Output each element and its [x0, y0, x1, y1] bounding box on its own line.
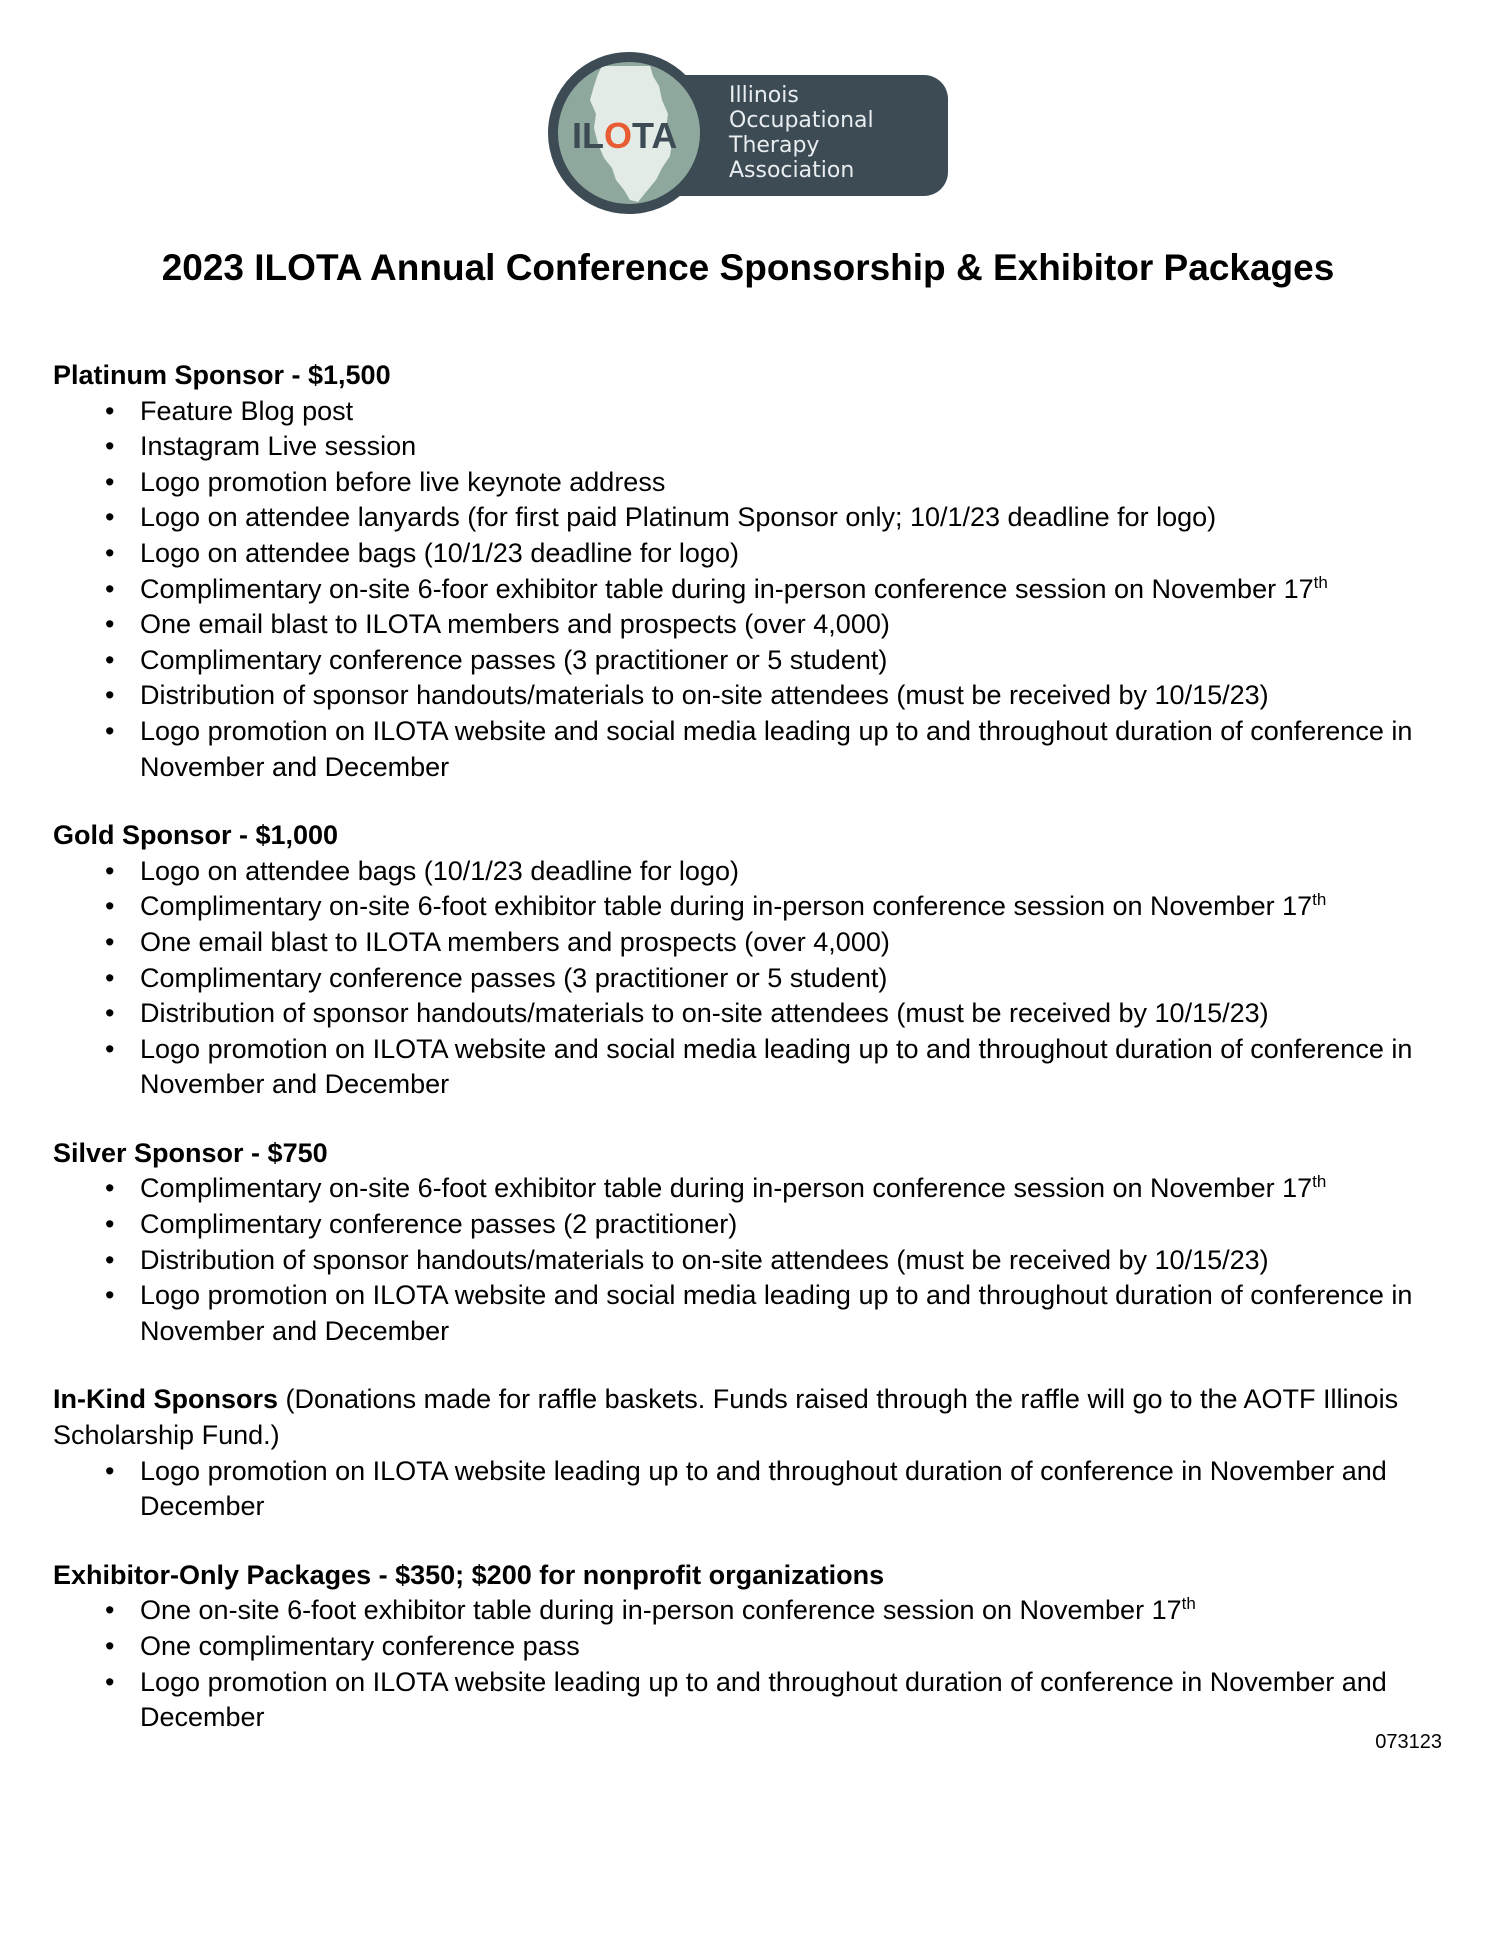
package-heading: Silver Sponsor - $750 — [53, 1137, 328, 1168]
package-heading: In-Kind Sponsors — [53, 1384, 278, 1415]
package-heading-note: (Donations made for raffle baskets. Funds raised through the raffle will go to the AOTF Illinois Scholarship Fund.) — [53, 1384, 1399, 1451]
benefit-item — [53, 465, 1440, 501]
benefit-text: Distribution of sponsor handouts/materials to on-site attendees (must be received by 10/15/23) — [140, 998, 1269, 1029]
benefit-text: Complimentary conference passes (3 practitioner or 5 student) — [140, 962, 888, 993]
benefit-text: Logo on attendee bags (10/1/23 deadline for logo) — [140, 537, 739, 568]
logo-name-line: Occupational — [729, 108, 874, 133]
benefit-item — [53, 1278, 1440, 1349]
package-heading: Platinum Sponsor - $1,500 — [53, 360, 391, 390]
benefit-item — [53, 500, 1440, 536]
benefit-text: One email blast to ILOTA members and prospects (over 4,000) — [140, 926, 890, 957]
benefit-item — [53, 394, 1440, 430]
benefit-item — [53, 1207, 1440, 1243]
benefit-text: Complimentary on-site 6-foot exhibitor table during in-person conference session on November 17 — [140, 1173, 1313, 1204]
benefit-text: Logo promotion on ILOTA website leading up to and throughout duration of conference in November and December — [140, 1455, 1387, 1522]
benefit-item — [53, 854, 1440, 890]
benefit-text: Logo promotion before live keynote address — [140, 466, 666, 497]
logo-badge — [548, 52, 710, 214]
page-title: 2023 ILOTA Annual Conference Sponsorship & Exhibitor Packages — [161, 247, 1335, 288]
benefit-item — [53, 1454, 1440, 1525]
benefit-text: Logo on attendee lanyards (for first paid Platinum Sponsor only; 10/1/23 deadline for logo) — [140, 502, 1217, 533]
benefit-item — [53, 1171, 1440, 1207]
benefit-text: One complimentary conference pass — [140, 1631, 580, 1661]
benefit-item — [53, 1665, 1440, 1736]
package-heading-line — [53, 1558, 1453, 1594]
logo-name-line: Association — [729, 158, 855, 183]
benefit-item — [53, 714, 1440, 785]
ordinal-suffix: th — [1313, 572, 1328, 592]
sponsorship-packages — [53, 358, 1453, 1769]
logo-name-line: Therapy — [729, 133, 820, 158]
package-heading-line — [53, 1136, 1453, 1172]
package-heading: Gold Sponsor - $1,000 — [53, 820, 339, 851]
package-heading-line — [53, 1382, 1453, 1453]
benefit-text: Complimentary on-site 6-foor exhibitor table during in-person conference session on November 17 — [140, 573, 1314, 604]
benefit-list — [53, 1171, 1453, 1349]
logo-name-line: Illinois — [729, 83, 799, 108]
benefit-item — [53, 1593, 1440, 1629]
benefit-item — [53, 536, 1440, 572]
benefit-text: Complimentary conference passes (2 practitioner) — [140, 1209, 738, 1240]
logo-badge-inner — [558, 62, 700, 204]
benefit-text: One email blast to ILOTA members and prospects (over 4,000) — [140, 609, 890, 640]
benefit-item — [53, 1032, 1440, 1103]
benefit-item — [53, 1629, 1440, 1665]
logo-acronym: ILOTA — [572, 115, 678, 156]
benefit-item — [53, 607, 1440, 643]
benefit-text: Logo promotion on ILOTA website and social media leading up to and throughout duration of conference in November and December — [140, 715, 1413, 782]
benefit-item — [53, 572, 1440, 608]
ilota-logo — [548, 52, 948, 214]
package-heading-line — [53, 358, 1453, 394]
benefit-list — [53, 854, 1453, 1103]
benefit-text: Logo on attendee bags (10/1/23 deadline for logo) — [140, 855, 739, 886]
document-code: 073123 — [1375, 1731, 1442, 1753]
benefit-text: Logo promotion on ILOTA website leading up to and throughout duration of conference in November and December — [140, 1666, 1387, 1733]
benefit-item — [53, 643, 1440, 679]
benefit-item — [53, 925, 1440, 961]
benefit-text: Complimentary conference passes (3 practitioner or 5 student) — [140, 644, 888, 675]
benefit-list — [53, 1593, 1453, 1735]
ordinal-suffix: th — [1312, 1172, 1327, 1192]
benefit-list — [53, 394, 1453, 786]
benefit-text: One on-site 6-foot exhibitor table during in-person conference session on November 17 — [140, 1595, 1182, 1626]
benefit-text: Distribution of sponsor handouts/materials to on-site attendees (must be received by 10/15/23) — [140, 680, 1269, 711]
benefit-text: Instagram Live session — [140, 431, 417, 462]
package-section — [53, 358, 1453, 785]
benefit-text: Distribution of sponsor handouts/materials to on-site attendees (must be received by 10/15/23) — [140, 1244, 1269, 1275]
benefit-item — [53, 678, 1440, 714]
benefit-item — [53, 961, 1440, 997]
package-section — [53, 1558, 1453, 1736]
benefit-text: Complimentary on-site 6-foot exhibitor table during in-person conference session on November 17 — [140, 891, 1313, 922]
benefit-item — [53, 889, 1440, 925]
ordinal-suffix: th — [1181, 1594, 1196, 1614]
package-section — [53, 1136, 1453, 1350]
benefit-list — [53, 1454, 1453, 1525]
package-heading: Exhibitor-Only Packages - $350; $200 for nonprofit organizations — [53, 1559, 885, 1590]
benefit-text: Logo promotion on ILOTA website and social media leading up to and throughout duration of conference in November and December — [140, 1280, 1413, 1346]
benefit-item — [53, 996, 1440, 1032]
ordinal-suffix: th — [1312, 890, 1327, 910]
benefit-item — [53, 1243, 1440, 1279]
package-section — [53, 818, 1453, 1103]
benefit-text: Logo promotion on ILOTA website and social media leading up to and throughout duration of conference in November and December — [140, 1033, 1413, 1100]
package-heading-line — [53, 818, 1453, 854]
package-section — [53, 1382, 1453, 1524]
benefit-text: Feature Blog post — [140, 395, 354, 426]
benefit-item — [53, 429, 1440, 465]
logo-organization-name — [729, 83, 939, 183]
